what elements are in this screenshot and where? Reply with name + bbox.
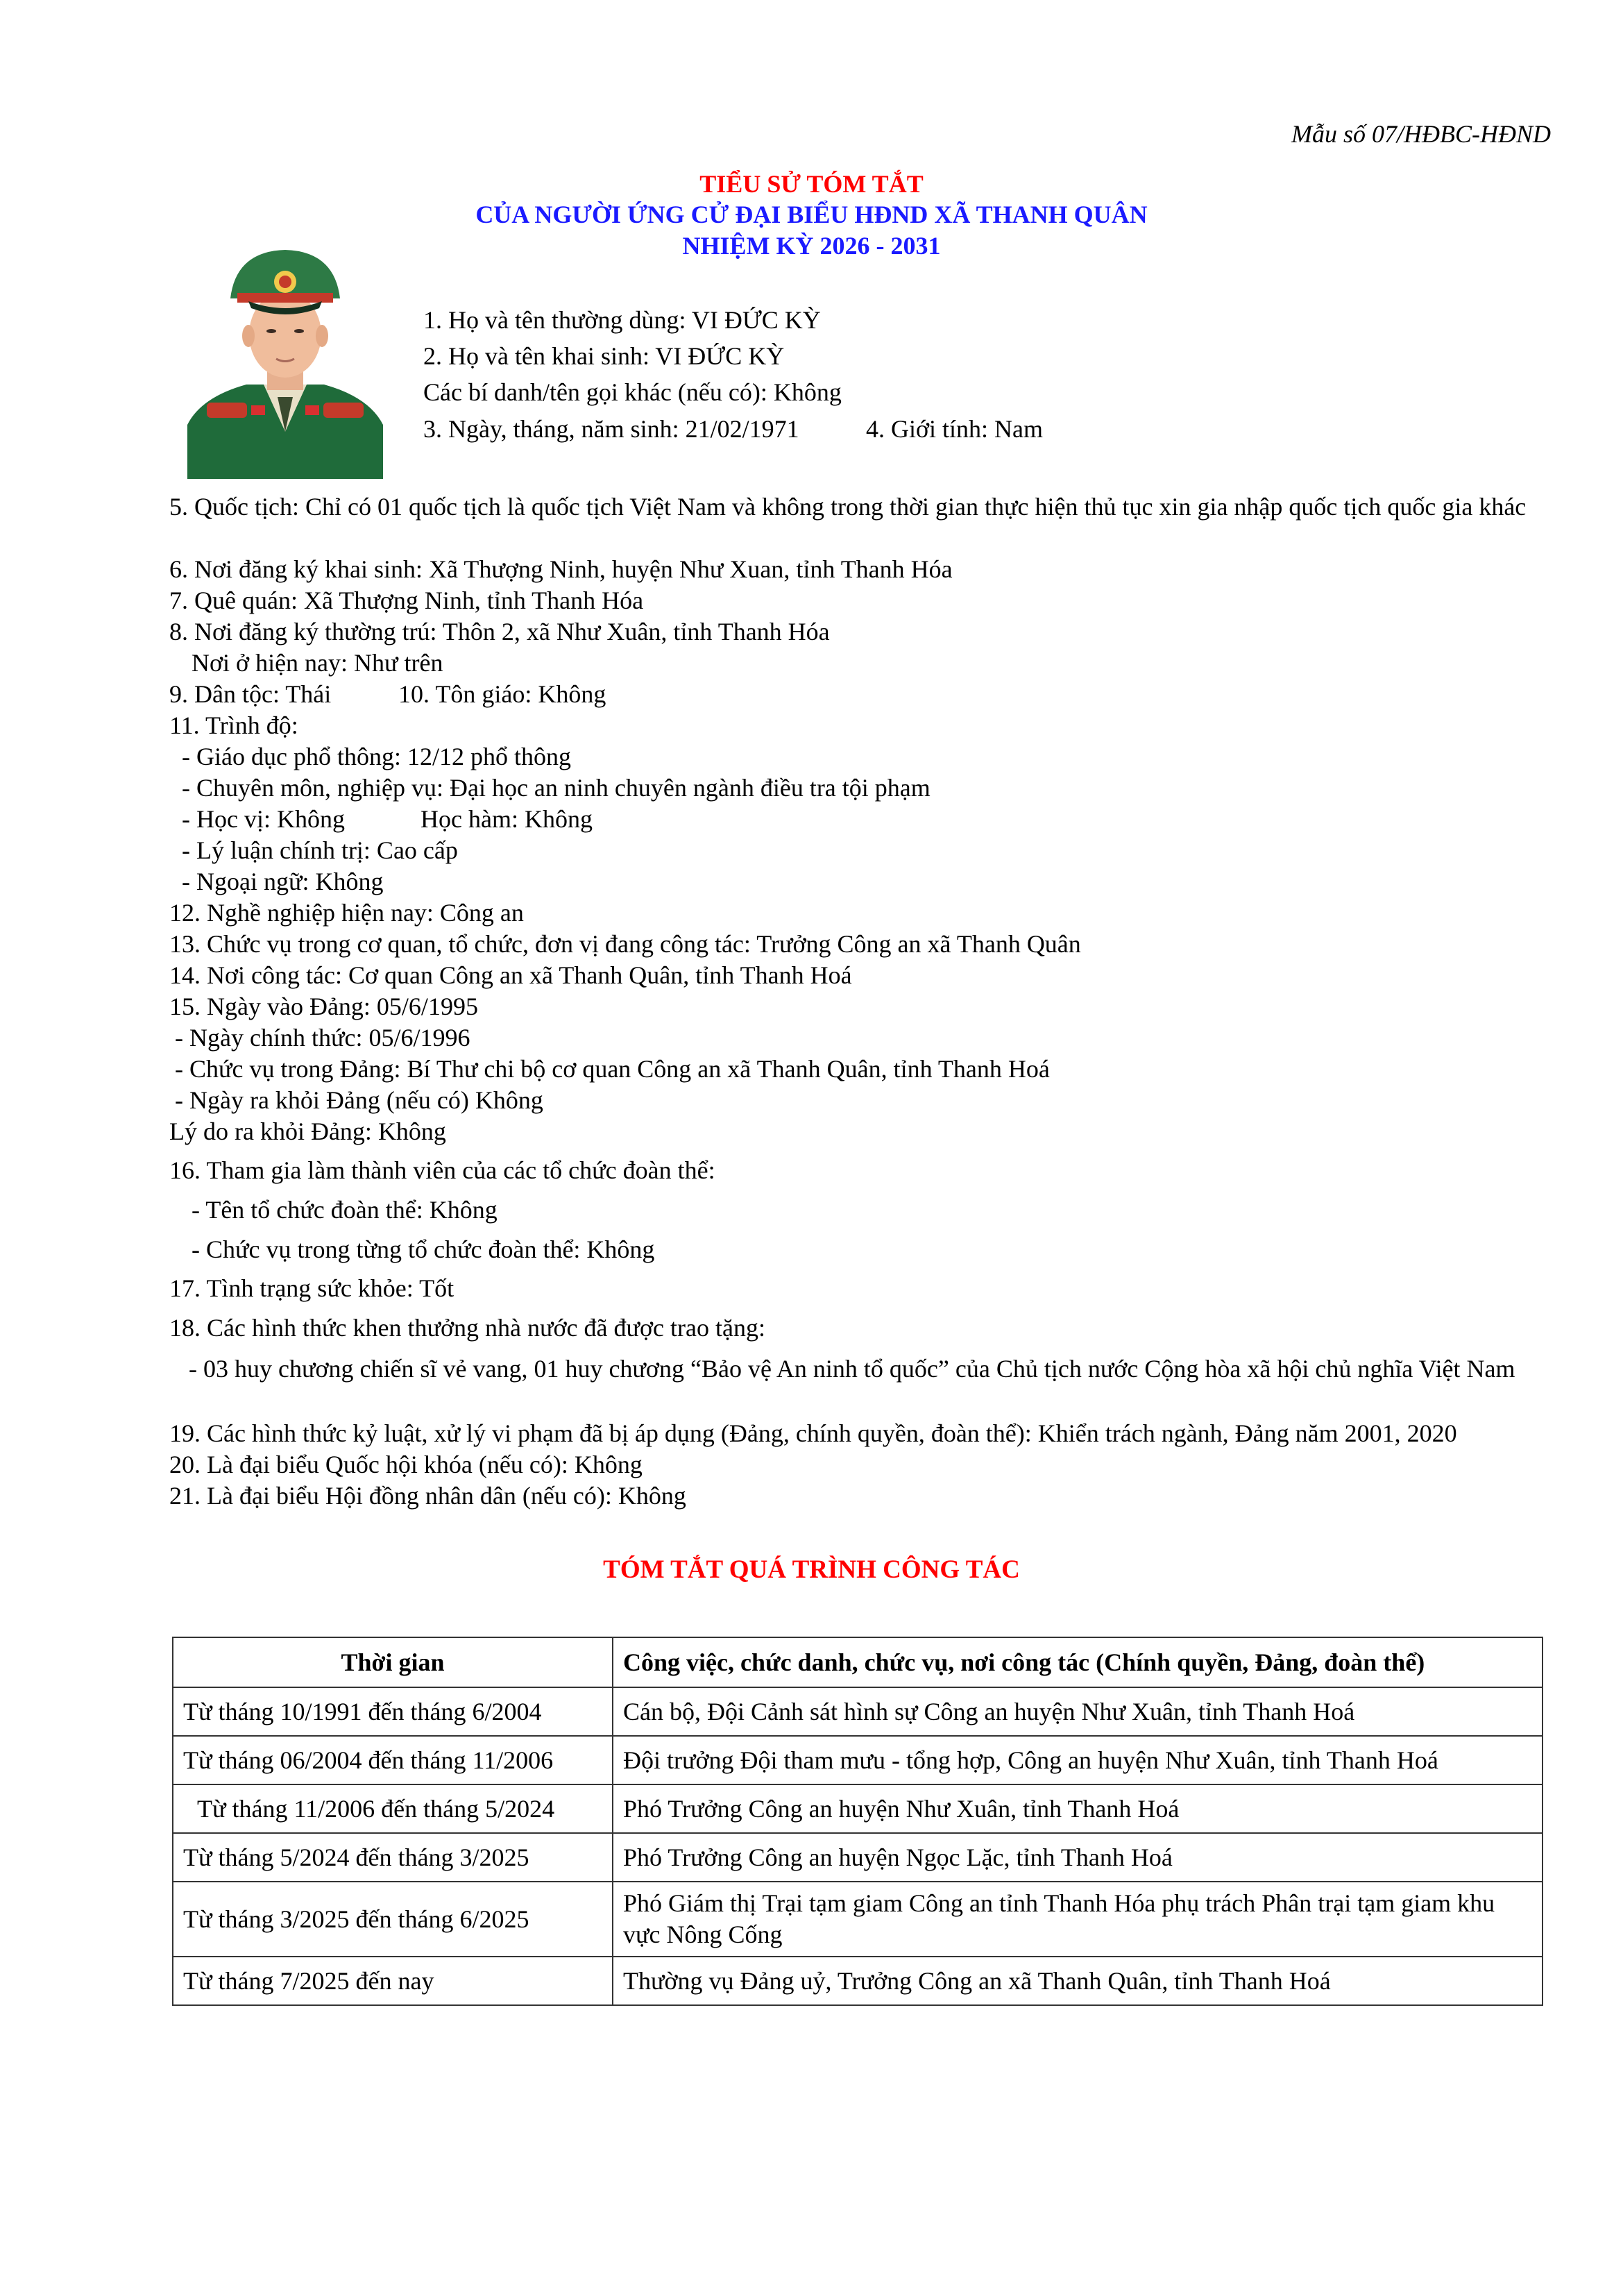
field-awards-detail: - 03 huy chương chiến sĩ vẻ vang, 01 huy chương “Bảo vệ An ninh tổ quốc” của Chủ tịch nước Cộng hòa xã hội chủ nghĩa Việt Nam	[189, 1355, 1515, 1383]
field-current-residence: Nơi ở hiện nay: Như trên	[192, 649, 443, 677]
career-period: Từ tháng 06/2004 đến tháng 11/2006	[173, 1736, 613, 1784]
field-birth-date: 3. Ngày, tháng, năm sinh: 21/02/1971	[423, 415, 799, 443]
career-period: Từ tháng 10/1991 đến tháng 6/2004	[173, 1687, 613, 1736]
field-peoples-council: 21. Là đại biểu Hội đồng nhân dân (nếu có): Không	[169, 1482, 686, 1510]
field-ethnicity: 9. Dân tộc: Thái	[169, 680, 332, 708]
table-row	[173, 1736, 1543, 1784]
field-occupation: 12. Nghề nghiệp hiện nay: Công an	[169, 899, 524, 927]
field-organization-name: - Tên tổ chức đoàn thể: Không	[192, 1196, 498, 1224]
field-birth-name: 2. Họ và tên khai sinh: VI ĐỨC KỲ	[423, 342, 785, 370]
table-row	[173, 1784, 1543, 1833]
career-description: Phó Trưởng Công an huyện Ngọc Lặc, tỉnh Thanh Hoá	[613, 1833, 1543, 1882]
field-workplace: 14. Nơi công tác: Cơ quan Công an xã Thanh Quân, tỉnh Thanh Hoá	[169, 961, 852, 989]
form-number: Mẫu số 07/HĐBC-HĐND	[1291, 120, 1551, 148]
field-organization-role: - Chức vụ trong từng tổ chức đoàn thể: Không	[192, 1235, 655, 1263]
field-discipline: 19. Các hình thức kỷ luật, xử lý vi phạm đã bị áp dụng (Đảng, chính quyền, đoàn thể): Khiển trách ngành, Đảng năm 2001, 2020	[169, 1419, 1457, 1447]
career-description: Cán bộ, Đội Cảnh sát hình sự Công an huyện Như Xuân, tỉnh Thanh Hoá	[613, 1687, 1543, 1736]
portrait-photo	[187, 223, 383, 479]
officer-portrait-image	[187, 223, 383, 479]
field-education-heading: 11. Trình độ:	[169, 711, 298, 739]
career-period: Từ tháng 11/2006 đến tháng 5/2024	[173, 1784, 613, 1833]
field-party-official-date: - Ngày chính thức: 05/6/1996	[175, 1024, 470, 1052]
career-description: Phó Trưởng Công an huyện Như Xuân, tỉnh Thanh Hoá	[613, 1784, 1543, 1833]
table-row	[173, 1687, 1543, 1736]
field-general-education: - Giáo dục phổ thông: 12/12 phổ thông	[182, 743, 571, 770]
table-row	[173, 1957, 1543, 2005]
field-common-name: 1. Họ và tên thường dùng: VI ĐỨC KỲ	[423, 306, 821, 334]
field-national-assembly: 20. Là đại biểu Quốc hội khóa (nếu có): Không	[169, 1451, 643, 1478]
field-permanent-residence: 8. Nơi đăng ký thường trú: Thôn 2, xã Như Xuân, tỉnh Thanh Hóa	[169, 618, 830, 645]
field-party-join-date: 15. Ngày vào Đảng: 05/6/1995	[169, 993, 478, 1020]
career-description: Phó Giám thị Trại tạm giam Công an tỉnh Thanh Hóa phụ trách Phân trại tạm giam khu vực Nông Cống	[613, 1882, 1543, 1957]
field-birth-registration: 6. Nơi đăng ký khai sinh: Xã Thượng Ninh, huyện Như Xuan, tỉnh Thanh Hóa	[169, 555, 953, 583]
field-organizations: 16. Tham gia làm thành viên của các tổ chức đoàn thể:	[169, 1156, 715, 1184]
field-religion: 10. Tôn giáo: Không	[398, 680, 606, 708]
field-awards: 18. Các hình thức khen thưởng nhà nước đã được trao tặng:	[169, 1314, 765, 1342]
column-header-time: Thời gian	[173, 1637, 613, 1687]
field-party-leave-date: - Ngày ra khỏi Đảng (nếu có) Không	[175, 1086, 543, 1114]
term-title: NHIỆM KỲ 2026 - 2031	[682, 232, 941, 260]
field-party-leave-reason: Lý do ra khỏi Đảng: Không	[169, 1117, 446, 1145]
document-subtitle: CỦA NGƯỜI ỨNG CỬ ĐẠI BIỂU HĐND XÃ THANH QUÂN	[475, 201, 1148, 228]
field-health: 17. Tình trạng sức khỏe: Tốt	[169, 1274, 454, 1302]
field-hometown: 7. Quê quán: Xã Thượng Ninh, tỉnh Thanh Hóa	[169, 586, 644, 614]
column-header-position: Công việc, chức danh, chức vụ, nơi công tác (Chính quyền, Đảng, đoàn thể)	[613, 1637, 1543, 1687]
field-party-position: - Chức vụ trong Đảng: Bí Thư chi bộ cơ quan Công an xã Thanh Quân, tỉnh Thanh Hoá	[175, 1055, 1050, 1083]
document-title: TIỂU SỬ TÓM TẮT	[699, 170, 924, 198]
field-academic-degree: - Học vị: Không	[182, 805, 345, 833]
field-gender: 4. Giới tính: Nam	[866, 415, 1044, 443]
table-row	[173, 1882, 1543, 1957]
field-foreign-language: - Ngoại ngữ: Không	[182, 868, 384, 895]
career-section-title: TÓM TẮT QUÁ TRÌNH CÔNG TÁC	[603, 1555, 1020, 1584]
field-academic-title: Học hàm: Không	[420, 805, 593, 833]
table-row	[173, 1833, 1543, 1882]
field-professional-training: - Chuyên môn, nghiệp vụ: Đại học an ninh chuyên ngành điều tra tội phạm	[182, 774, 931, 802]
career-table	[172, 1637, 1543, 2006]
field-nationality: 5. Quốc tịch: Chỉ có 01 quốc tịch là quốc tịch Việt Nam và không trong thời gian thực hiện thủ tục xin gia nhập quốc tịch quốc gia khác	[169, 493, 1527, 521]
field-aliases: Các bí danh/tên gọi khác (nếu có): Không	[423, 378, 842, 406]
career-description: Đội trưởng Đội tham mưu - tổng hợp, Công an huyện Như Xuân, tỉnh Thanh Hoá	[613, 1736, 1543, 1784]
field-political-theory: - Lý luận chính trị: Cao cấp	[182, 836, 458, 864]
career-period: Từ tháng 5/2024 đến tháng 3/2025	[173, 1833, 613, 1882]
career-table-header	[173, 1637, 1543, 1687]
career-description: Thường vụ Đảng uỷ, Trưởng Công an xã Thanh Quân, tỉnh Thanh Hoá	[613, 1957, 1543, 2005]
career-period: Từ tháng 7/2025 đến nay	[173, 1957, 613, 2005]
field-position: 13. Chức vụ trong cơ quan, tổ chức, đơn vị đang công tác: Trưởng Công an xã Thanh Quân	[169, 930, 1081, 958]
career-period: Từ tháng 3/2025 đến tháng 6/2025	[173, 1882, 613, 1957]
